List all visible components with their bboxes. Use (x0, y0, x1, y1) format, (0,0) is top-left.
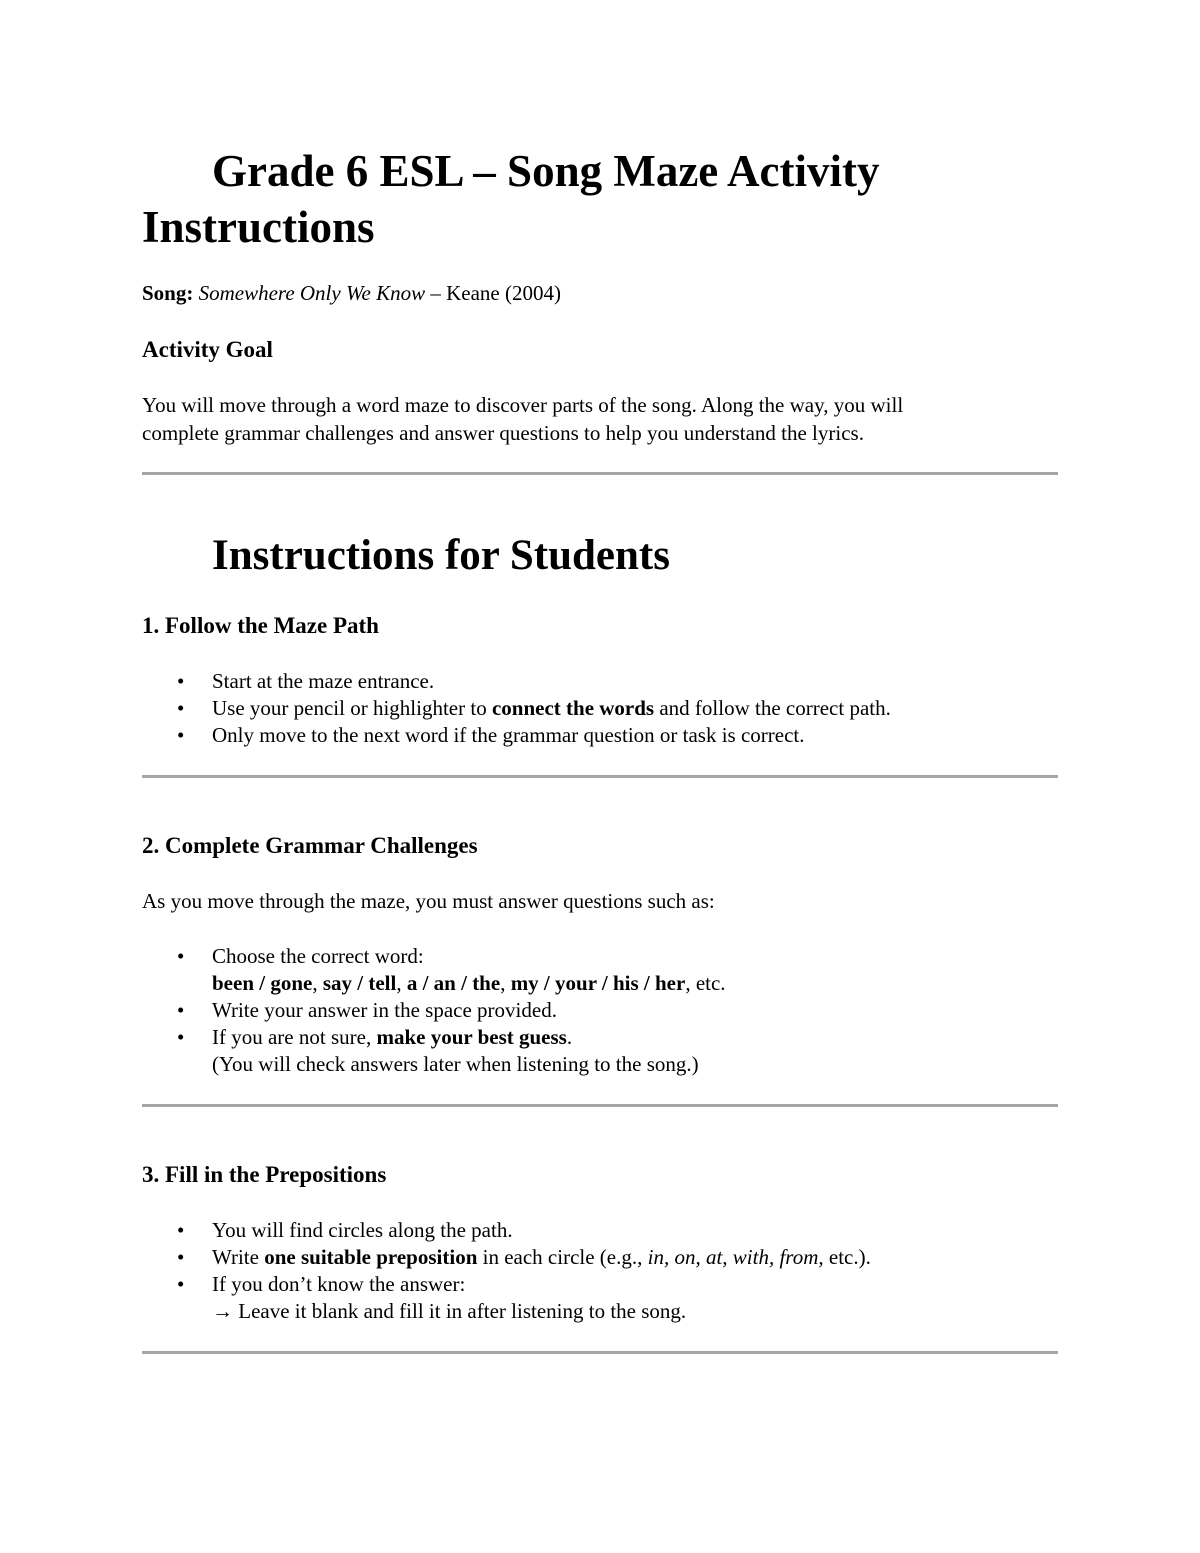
section-3-list (142, 1217, 1058, 1325)
bullet-icon: • (177, 723, 185, 747)
bullet-icon: • (177, 1245, 185, 1269)
list-item: • Only move to the next word if the grammar question or task is correct. (177, 723, 805, 747)
instructions-heading: Instructions for Students (212, 532, 670, 579)
song-title: Somewhere Only We Know (198, 281, 426, 305)
section-2-heading: 2. Complete Grammar Challenges (142, 833, 478, 858)
word-choice: a / an / the (406, 971, 501, 995)
list-item: • If you are not sure, make your best guess. (You will check answers later when listening to the song.) (177, 1025, 699, 1076)
divider (142, 775, 1058, 778)
divider (142, 1351, 1058, 1354)
word-choices (212, 971, 726, 995)
word-choice: say / tell (322, 971, 397, 995)
choice-separator: , (312, 971, 323, 995)
word-choice: been / gone (212, 971, 313, 995)
bullet-icon: • (177, 944, 185, 968)
bullet-icon: • (177, 1218, 185, 1242)
song-label: Song: (142, 281, 194, 305)
bullet-icon: • (177, 1272, 185, 1296)
section-2-intro: As you move through the maze, you must answer questions such as: (142, 889, 715, 913)
section-1-heading: 1. Follow the Maze Path (142, 613, 379, 638)
list-item: • Start at the maze entrance. (177, 669, 435, 693)
list-item: • Use your pencil or highlighter to connect the words and follow the correct path. (177, 696, 891, 720)
document-title: Grade 6 ESL – Song Maze Activity Instructions (142, 146, 880, 252)
section-2-list (142, 943, 1058, 1078)
bullet-icon: • (177, 696, 185, 720)
list-item: • If you don’t know the answer: → Leave it blank and fill it in after listening to the song. (177, 1272, 687, 1323)
section-3-heading: 3. Fill in the Prepositions (142, 1162, 387, 1187)
choice-separator: , (396, 971, 407, 995)
bullet-icon: • (177, 1025, 185, 1049)
divider (142, 1104, 1058, 1107)
word-choice: my / your / his / her (510, 971, 686, 995)
section-1-list (142, 668, 1058, 749)
activity-goal-heading: Activity Goal (142, 337, 273, 362)
choice-separator: , etc. (685, 971, 726, 995)
list-item: • Write your answer in the space provided. (177, 998, 557, 1022)
activity-goal-line-1: You will move through a word maze to discover parts of the song. Along the way, you will (142, 393, 904, 417)
bullet-icon: • (177, 998, 185, 1022)
song-line (142, 280, 561, 307)
choice-separator: , (500, 971, 511, 995)
list-item: • Write one suitable preposition in each circle (e.g., in, on, at, with, from, etc.). (177, 1245, 871, 1269)
activity-goal-line-2: complete grammar challenges and answer questions to help you understand the lyrics. (142, 421, 864, 445)
song-artist: – Keane (2004) (430, 281, 561, 305)
list-item: • You will find circles along the path. (177, 1218, 513, 1242)
divider (142, 472, 1058, 475)
bullet-icon: • (177, 669, 185, 693)
list-item: • Choose the correct word: been / gone, say / tell, a / an / the, my / your / his / her, etc. (177, 944, 726, 995)
